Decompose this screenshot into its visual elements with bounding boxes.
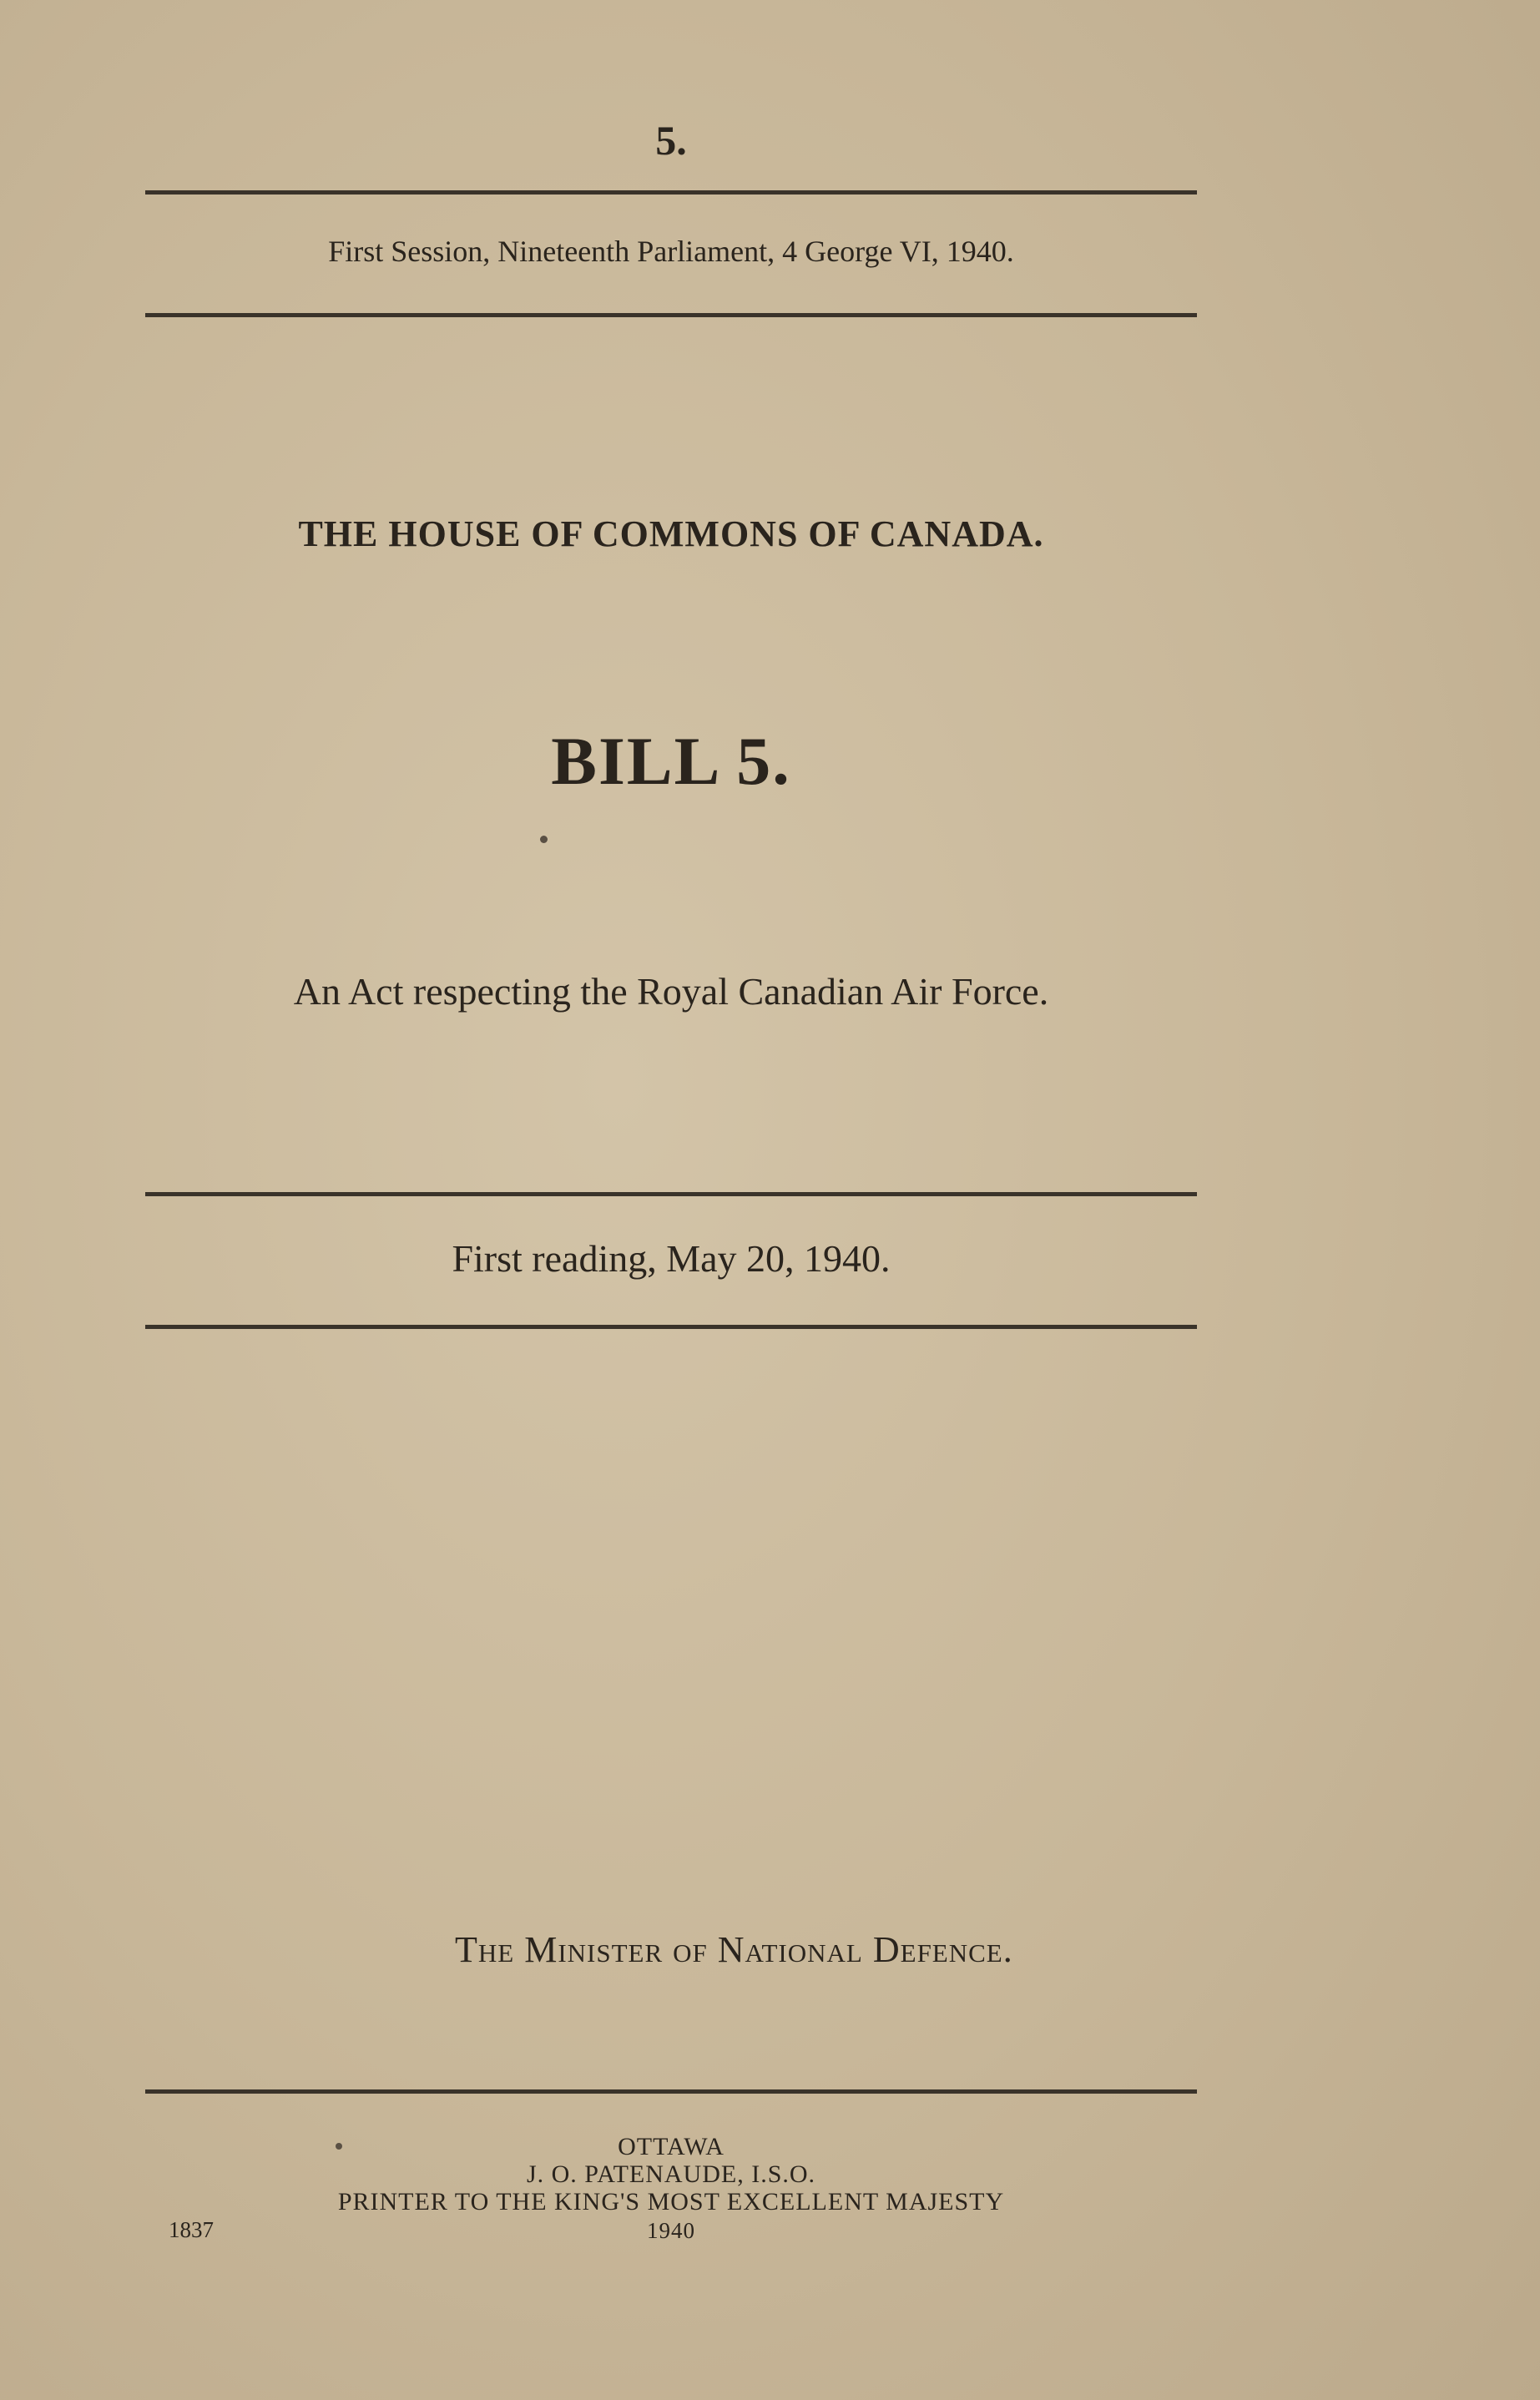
paper-speck xyxy=(540,836,548,843)
bill-title: BILL 5. xyxy=(551,723,791,799)
bill-number-header: 5. xyxy=(655,117,687,164)
session-rule xyxy=(145,313,1197,317)
imprint-rule xyxy=(145,2089,1197,2094)
top-rule xyxy=(145,190,1197,195)
reading-bottom-rule xyxy=(145,1325,1197,1329)
imprint-printer-title: PRINTER TO THE KING'S MOST EXCELLENT MAJESTY xyxy=(337,2188,1005,2216)
session-line: First Session, Nineteenth Parliament, 4 George VI, 1940. xyxy=(328,235,1014,268)
imprint-year: 1940 xyxy=(647,2218,695,2243)
act-title: An Act respecting the Royal Canadian Air Force. xyxy=(293,970,1049,1013)
imprint-city: OTTAWA xyxy=(618,2133,725,2160)
reading-top-rule xyxy=(145,1192,1197,1196)
minister-signature-line: The Minister of National Defence. xyxy=(455,1929,1013,1970)
imprint-printer: J. O. PATENAUDE, I.S.O. xyxy=(526,2160,816,2188)
print-code: 1837 xyxy=(169,2217,214,2242)
first-reading-line: First reading, May 20, 1940. xyxy=(452,1237,891,1280)
house-heading: THE HOUSE OF COMMONS OF CANADA. xyxy=(298,513,1044,554)
